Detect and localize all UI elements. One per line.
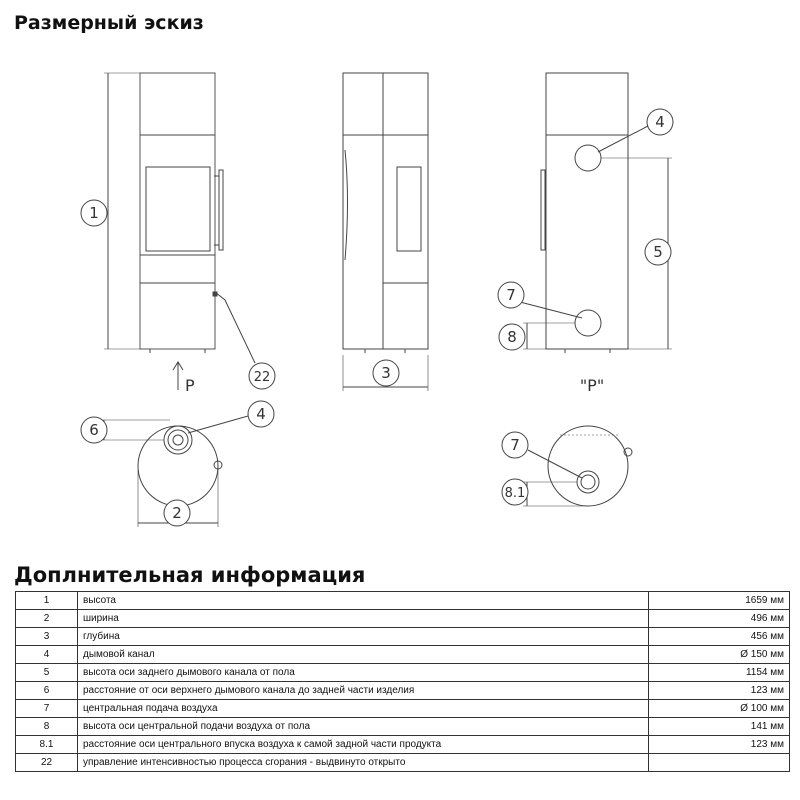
cell-num: 1 (16, 592, 78, 610)
cell-desc: высота оси центральной подачи воздуха от пола (78, 718, 649, 736)
cell-num: 3 (16, 628, 78, 646)
cell-num: 22 (16, 754, 78, 772)
cell-desc: центральная подача воздуха (78, 700, 649, 718)
cell-desc: высота оси заднего дымового канала от пола (78, 664, 649, 682)
callouts (81, 109, 673, 526)
svg-text:5: 5 (653, 243, 663, 261)
table-row (16, 736, 790, 754)
cell-val: 456 мм (649, 628, 790, 646)
callout-3 (373, 360, 399, 386)
cell-num: 4 (16, 646, 78, 664)
callout-7-bottom (502, 432, 528, 458)
cell-desc: расстояние оси центрального впуска воздуха к самой задной части продукта (78, 736, 649, 754)
table-row (16, 592, 790, 610)
table-row (16, 682, 790, 700)
cell-val: Ø 150 мм (649, 646, 790, 664)
table-row (16, 646, 790, 664)
svg-text:8: 8 (507, 328, 517, 346)
arrow-label-p: P (185, 376, 195, 395)
section-heading: Доплнительная информация (14, 563, 366, 587)
callout-4-top (248, 401, 274, 427)
svg-text:4: 4 (256, 405, 266, 423)
cell-val: 1659 мм (649, 592, 790, 610)
cell-desc: управление интенсивностью процесса сгорания - выдвинуто открыто (78, 754, 649, 772)
callout-5 (645, 239, 671, 265)
callout-8-1 (502, 479, 528, 505)
cell-val: Ø 100 мм (649, 700, 790, 718)
svg-text:3: 3 (381, 364, 391, 382)
cell-val: 123 мм (649, 682, 790, 700)
table-row (16, 664, 790, 682)
cell-val: 123 мм (649, 736, 790, 754)
table-row (16, 754, 790, 772)
callout-6 (81, 417, 107, 443)
svg-text:7: 7 (506, 286, 516, 304)
callout-22 (249, 363, 275, 389)
side-view (343, 73, 428, 391)
cell-num: 8.1 (16, 736, 78, 754)
cell-val: 141 мм (649, 718, 790, 736)
info-table (15, 591, 790, 772)
cell-val: 1154 мм (649, 664, 790, 682)
table-row (16, 628, 790, 646)
cell-num: 7 (16, 700, 78, 718)
table-row (16, 610, 790, 628)
svg-text:22: 22 (253, 370, 271, 385)
cell-desc: дымовой канал (78, 646, 649, 664)
cell-desc: высота (78, 592, 649, 610)
cell-desc: ширина (78, 610, 649, 628)
cell-desc: глубина (78, 628, 649, 646)
bottom-view (523, 426, 632, 506)
callout-1 (81, 200, 107, 226)
cell-val: 496 мм (649, 610, 790, 628)
cell-num: 8 (16, 718, 78, 736)
svg-text:1: 1 (89, 204, 99, 222)
cell-desc: расстояние от оси верхнего дымового канала до задней части изделия (78, 682, 649, 700)
page-title: Размерный эскиз (14, 12, 204, 34)
cell-num: 5 (16, 664, 78, 682)
callout-7-back (498, 282, 524, 308)
cell-val (649, 754, 790, 772)
callout-2 (164, 500, 190, 526)
view-label-p: "P" (579, 376, 605, 395)
table-row (16, 718, 790, 736)
svg-text:8.1: 8.1 (504, 486, 526, 501)
table-row (16, 700, 790, 718)
svg-text:2: 2 (172, 504, 182, 522)
cell-num: 6 (16, 682, 78, 700)
callout-4-back (647, 109, 673, 135)
svg-text:6: 6 (89, 421, 99, 439)
callout-8 (499, 324, 525, 350)
svg-text:7: 7 (510, 436, 520, 454)
front-view (104, 73, 255, 390)
svg-text:4: 4 (655, 113, 665, 131)
cell-num: 2 (16, 610, 78, 628)
